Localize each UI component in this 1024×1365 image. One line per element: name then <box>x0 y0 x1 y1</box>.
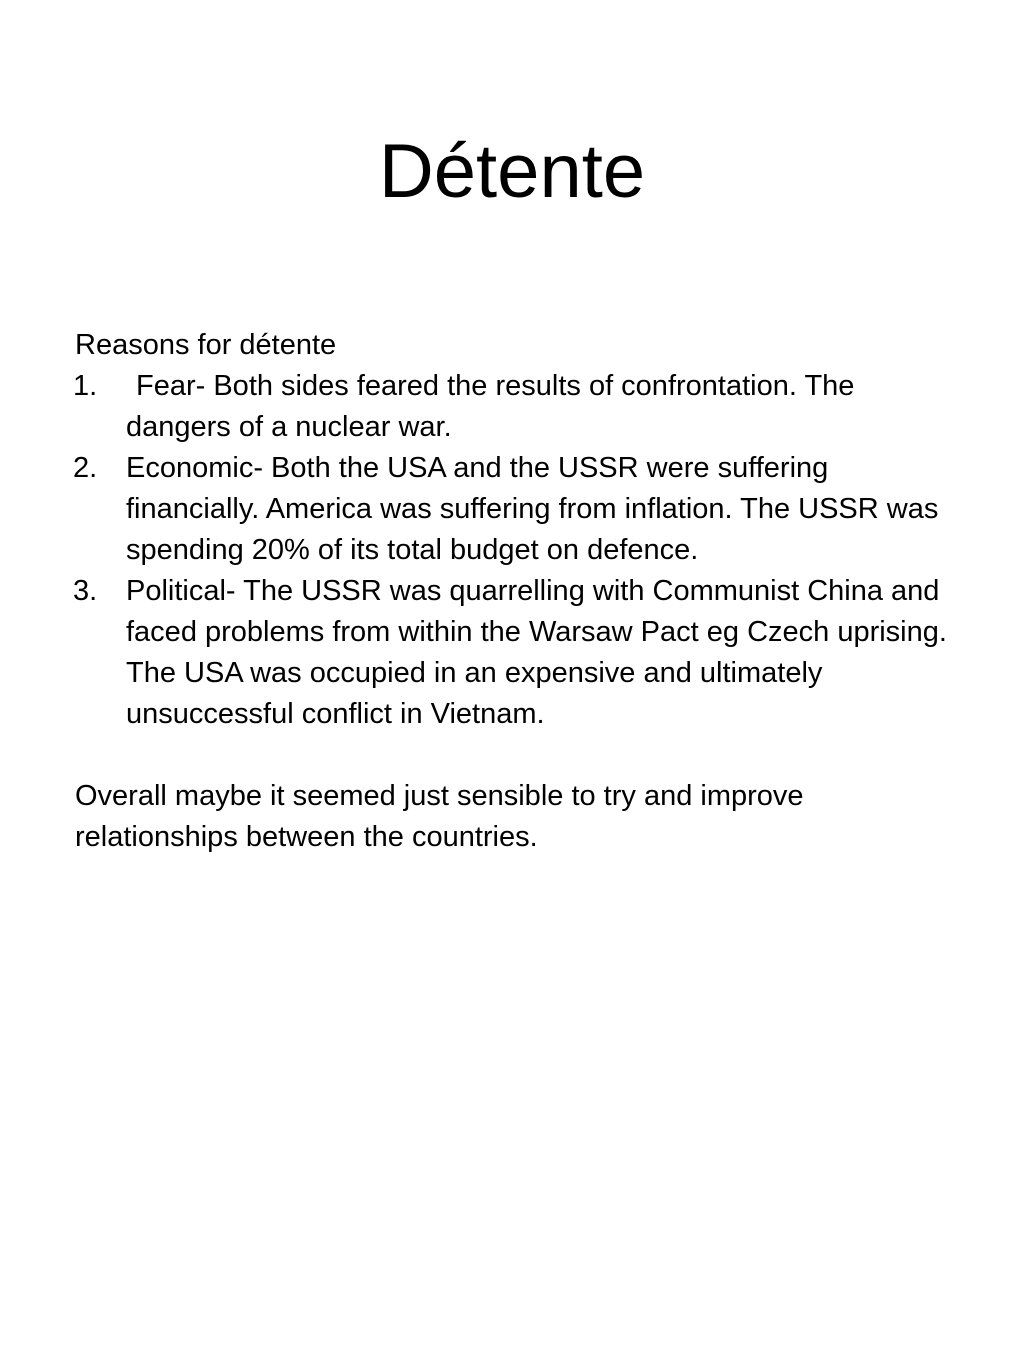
reason-item-economic <box>75 448 965 571</box>
reason-text: Economic- Both the USA and the USSR were suffering financially. America was suffering from inflation. The USSR was spending 20% of its total budget on defence. <box>126 452 939 566</box>
reason-number: 1. <box>73 370 98 402</box>
reasons-list <box>75 366 965 735</box>
reason-text: Fear- Both sides feared the results of confrontation. The dangers of a nuclear war. <box>126 370 855 443</box>
reason-item-political <box>75 571 965 735</box>
reason-item-fear <box>75 366 965 448</box>
slide-body <box>75 325 965 858</box>
paragraph-spacer <box>75 735 965 776</box>
slide-title: Détente <box>378 129 646 214</box>
reason-number: 3. <box>73 575 98 607</box>
reason-text: Political- The USSR was quarrelling with Communist China and faced problems from within the Warsaw Pact eg Czech uprising. The USA was occupied in an expensive and ultimately unsuccessful conflict in Vietnam. <box>126 575 947 730</box>
reasons-heading: Reasons for détente <box>75 329 337 361</box>
conclusion-text: Overall maybe it seemed just sensible to try and improve relationships between the countries. <box>75 780 804 853</box>
reason-number: 2. <box>73 452 98 484</box>
